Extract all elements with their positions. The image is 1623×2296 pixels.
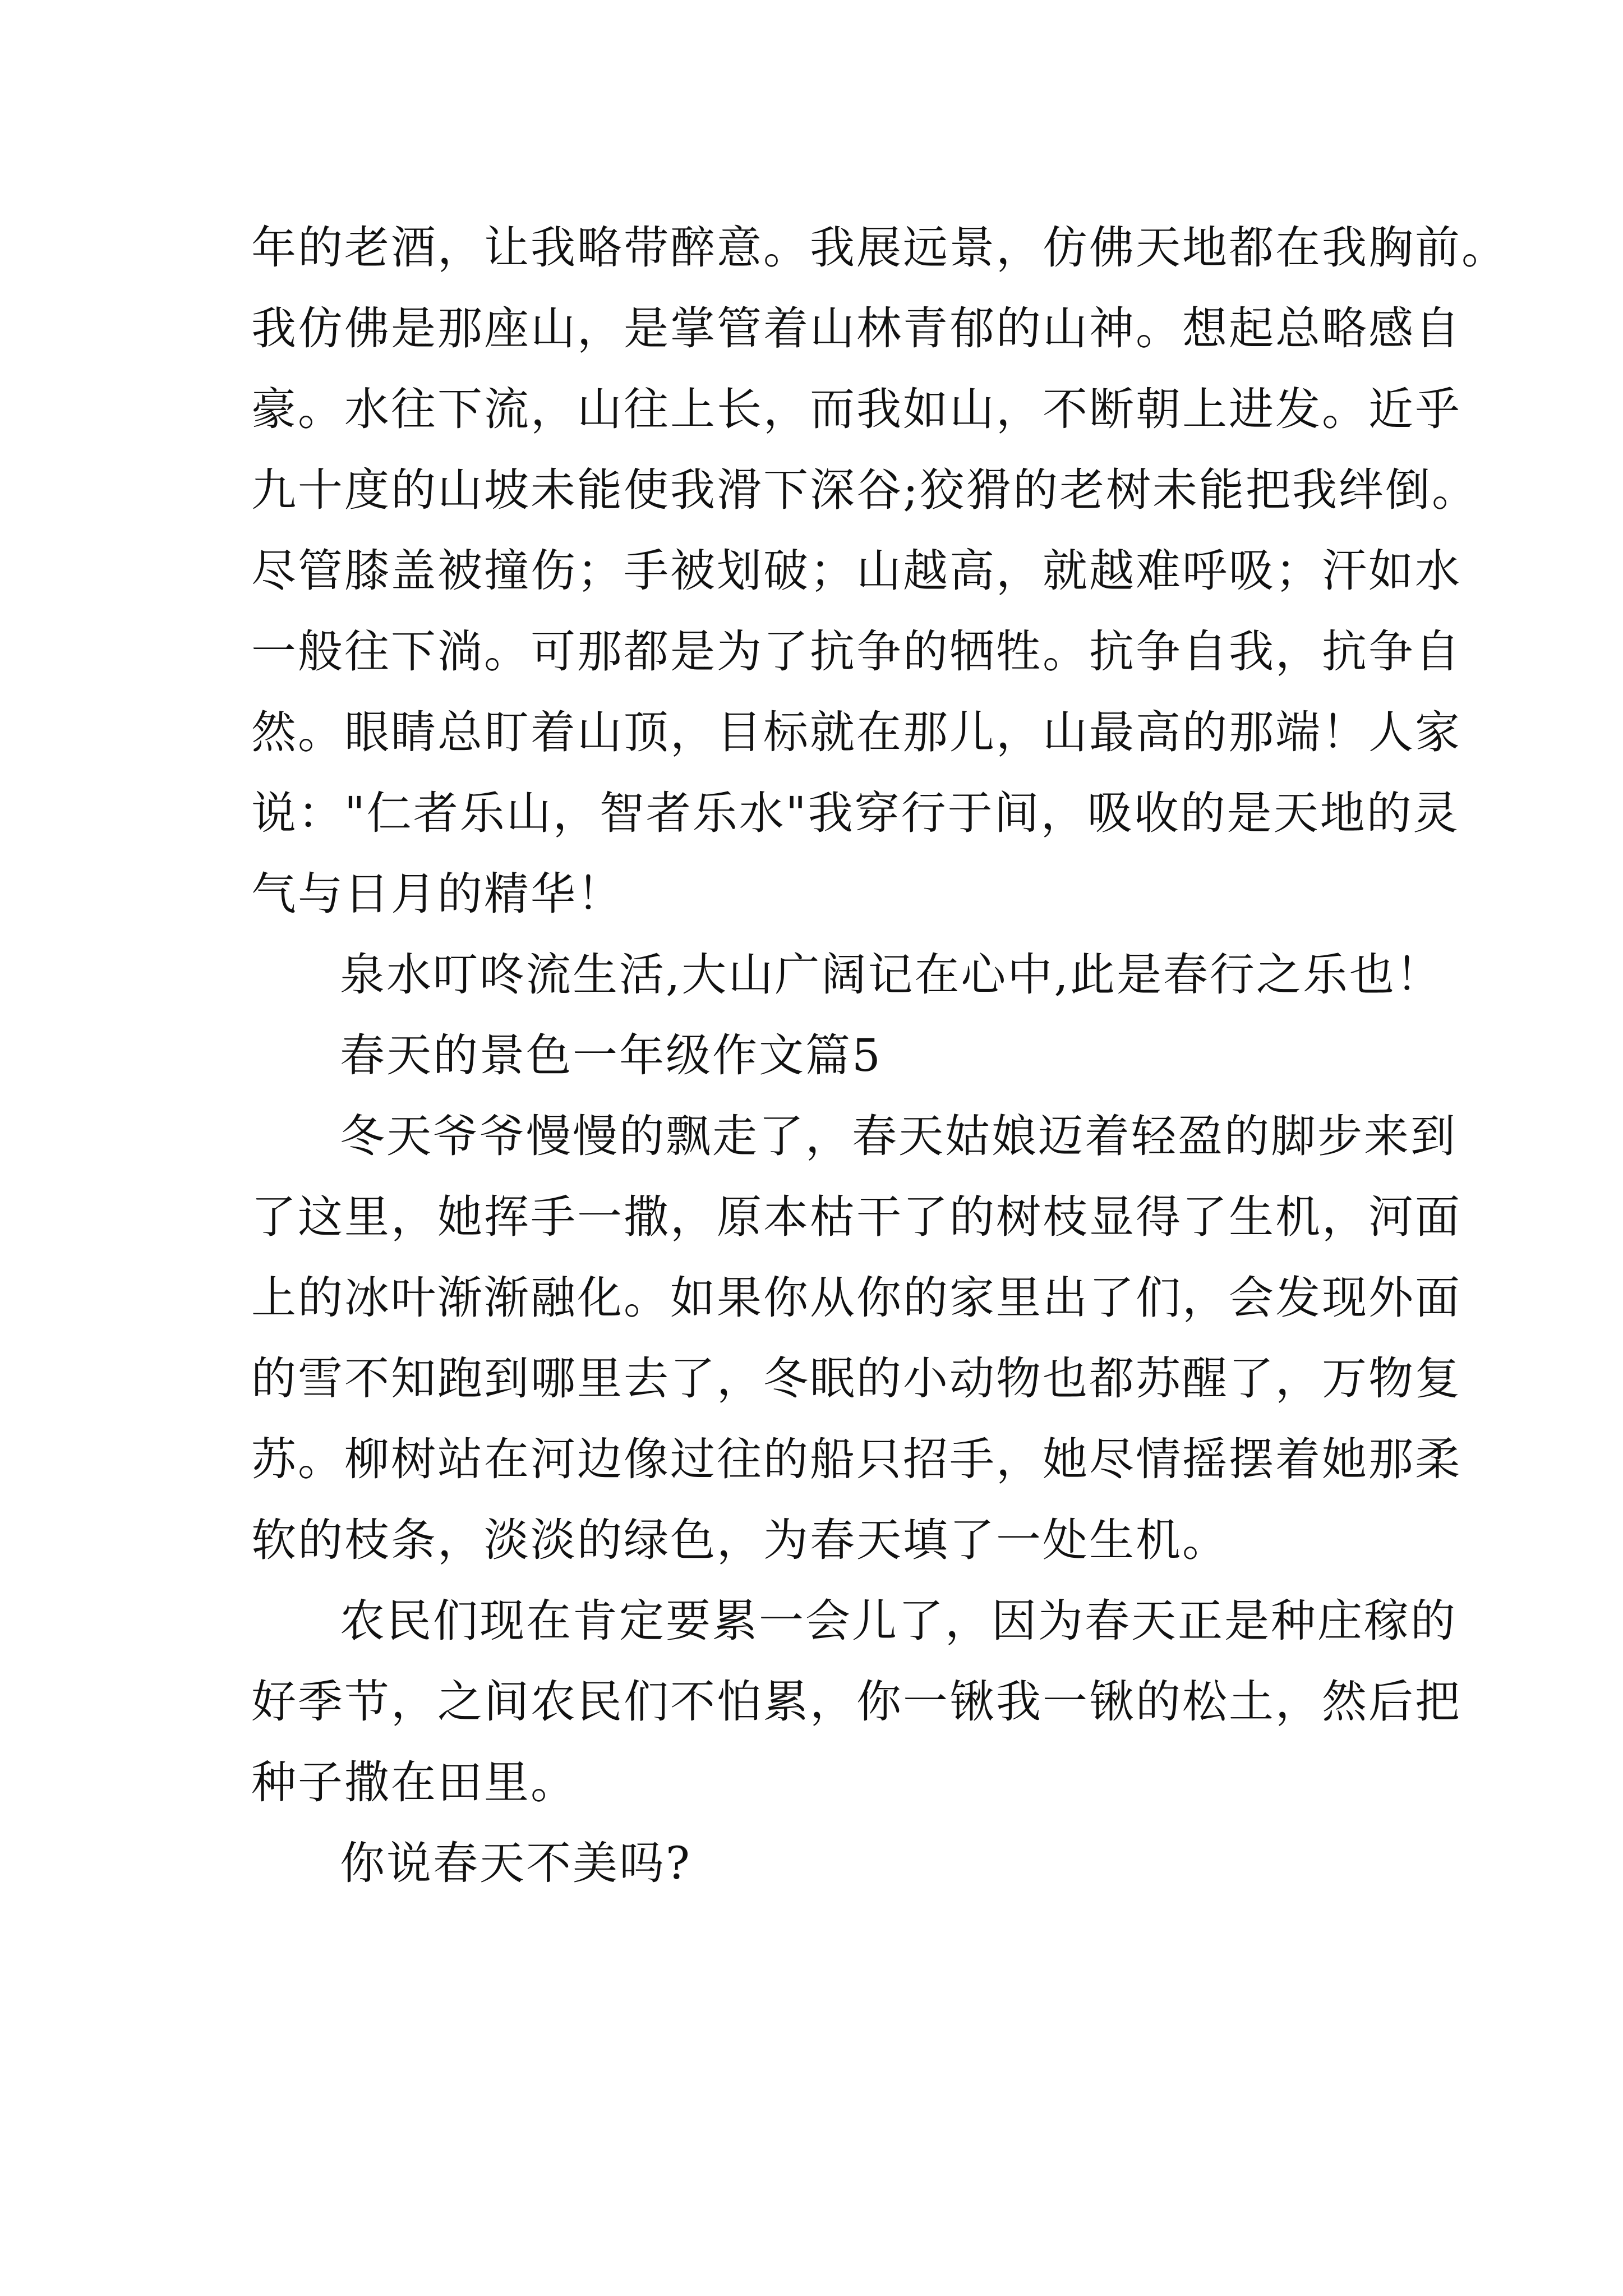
text-line: 说："仁者乐山，智者乐水"我穿行于间，吸收的是天地的灵 xyxy=(251,787,1460,839)
text-line: 尽管膝盖被撞伤；手被划破；山越高，就越难呼吸；汗如水 xyxy=(251,545,1461,597)
text-line: 苏。柳树站在河边像过往的船只招手，她尽情摇摆着她那柔 xyxy=(251,1433,1461,1485)
text-line: 种子撒在田里。 xyxy=(251,1756,577,1809)
text-line: 气与日月的精华！ xyxy=(251,868,624,920)
paragraph-line: 农民们现在肯定要累一会儿了，因为春天正是种庄稼的 xyxy=(340,1595,1457,1647)
text-line: 好季节，之间农民们不怕累，你一锹我一锹的松土，然后把 xyxy=(251,1676,1461,1728)
text-line: 年的老酒，让我略带醉意。我展远景，仿佛天地都在我胸前。 xyxy=(251,222,1508,274)
paragraph-line: 泉水叮咚流生活,大山广阔记在心中,此是春行之乐也！ xyxy=(340,949,1442,1001)
text-line: 九十度的山坡未能使我滑下深谷;狡猾的老树未能把我绊倒。 xyxy=(251,464,1478,516)
text-line: 的雪不知跑到哪里去了，冬眠的小动物也都苏醒了，万物复 xyxy=(251,1352,1461,1405)
paragraph-line: 你说春天不美吗? xyxy=(340,1837,691,1889)
text-line: 了这里，她挥手一撒，原本枯干了的树枝显得了生机，河面 xyxy=(251,1191,1461,1243)
text-line: 我仿佛是那座山，是掌管着山林青郁的山神。想起总略感自 xyxy=(251,302,1461,355)
text-line: 一般往下淌。可那都是为了抗争的牺牲。抗争自我，抗争自 xyxy=(251,625,1461,678)
text-line: 上的冰叶渐渐融化。如果你从你的家里出了们，会发现外面 xyxy=(251,1272,1461,1324)
text-line: 软的枝条，淡淡的绿色，为春天填了一处生机。 xyxy=(251,1514,1229,1566)
text-line: 然。眼睛总盯着山顶，目标就在那儿，山最高的那端！人家 xyxy=(251,706,1461,758)
section-heading: 春天的景色一年级作文篇5 xyxy=(340,1029,882,1082)
paragraph-line: 冬天爷爷慢慢的飘走了，春天姑娘迈着轻盈的脚步来到 xyxy=(340,1110,1457,1162)
text-line: 豪。水往下流，山往上长，而我如山，不断朝上进发。近乎 xyxy=(251,383,1461,435)
